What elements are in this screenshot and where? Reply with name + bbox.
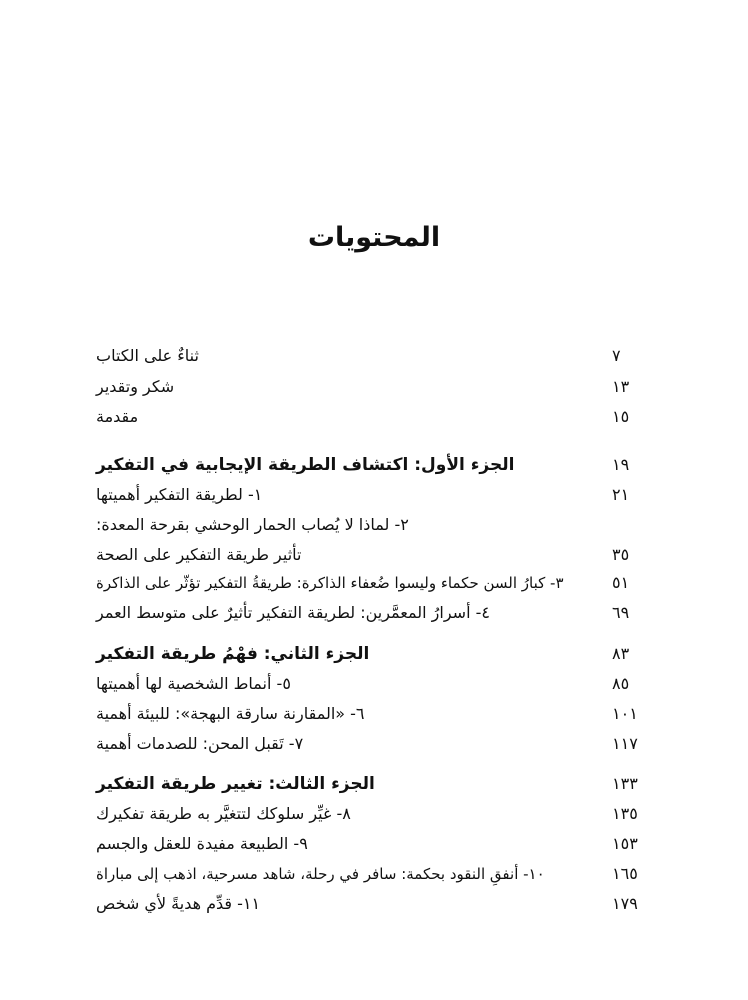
toc-entry-chapter-4[interactable] <box>96 599 642 627</box>
page-title: المحتويات <box>307 222 441 253</box>
toc-entry-label: ٢- لماذا لا يُصاب الحمار الوحشي بقرحة المعدة: <box>96 515 409 534</box>
toc-entry-page: ١٦٥ <box>612 864 638 883</box>
toc-entry-chapter-7[interactable] <box>96 730 642 758</box>
toc-entry-label: ٣- كبارُ السن حكماء وليسوا ضُعفاء الذاكرة: طريقةُ التفكير تؤثّر على الذاكرة <box>96 574 564 592</box>
toc-entry-page: ١٥٣ <box>612 834 638 853</box>
toc-entry-chapter-2-subtitle[interactable] <box>96 541 642 569</box>
toc-entry-label: ٧- تَقبل المحن: للصدمات أهمية <box>96 734 304 753</box>
toc-entry-page: ١٠١ <box>612 704 638 723</box>
toc-entry-label: ٩- الطبيعة مفيدة للعقل والجسم <box>96 834 308 853</box>
toc-entry-label: شكر وتقدير <box>96 377 175 396</box>
toc-part-one[interactable] <box>96 451 642 479</box>
toc-entry-page: ٣٥ <box>612 545 630 564</box>
toc-entry-acknowledgements[interactable] <box>96 373 642 401</box>
toc-entry-label: مقدمة <box>96 407 139 426</box>
toc-entry-chapter-6[interactable] <box>96 700 642 728</box>
toc-entry-chapter-3[interactable] <box>96 569 642 597</box>
toc-entry-label: ٤- أسرارُ المعمَّرين: لطريقة التفكير تأثيرٌ على متوسط العمر <box>96 603 490 622</box>
toc-part-three[interactable] <box>96 770 642 798</box>
toc-part-two[interactable] <box>96 640 642 668</box>
toc-entry-label: ٨- غيِّر سلوكك لتتغيَّر به طريقة تفكيرك <box>96 804 351 823</box>
toc-entry-page: ١٩ <box>612 455 630 474</box>
toc-entry-page: ٧ <box>612 346 621 365</box>
toc-entry-page: ٨٣ <box>612 644 630 663</box>
toc-part-label: الجزء الثاني: فهْمُ طريقة التفكير <box>96 644 370 664</box>
toc-part-label: الجزء الأول: اكتشاف الطريقة الإيجابية في التفكير <box>96 455 515 475</box>
toc-entry-chapter-11[interactable] <box>96 890 642 918</box>
toc-entry-page: ٢١ <box>612 485 630 504</box>
toc-entry-page: ١١٧ <box>612 734 638 753</box>
toc-entry-chapter-2[interactable] <box>96 511 642 539</box>
toc-entry-label: ١٠- أنفقِ النقود بحكمة: سافر في رحلة، شاهد مسرحية، اذهب إلى مباراة <box>96 865 545 883</box>
toc-entry-chapter-8[interactable] <box>96 800 642 828</box>
toc-entry-page: ٥١ <box>612 573 630 592</box>
toc-entry-label: ١- لطريقة التفكير أهميتها <box>96 485 263 504</box>
toc-entry-praise[interactable] <box>96 342 642 370</box>
toc-entry-page: ١٣٥ <box>612 804 638 823</box>
toc-entry-label: ثناءٌ على الكتاب <box>96 346 199 365</box>
toc-entry-label: ١١- قدِّم هديةً لأي شخص <box>96 894 261 913</box>
toc-entry-page: ١٥ <box>612 407 630 426</box>
toc-entry-introduction[interactable] <box>96 403 642 431</box>
toc-entry-chapter-9[interactable] <box>96 830 642 858</box>
toc-entry-chapter-10[interactable] <box>96 860 642 888</box>
toc-entry-page: ٦٩ <box>612 603 630 622</box>
toc-entry-chapter-5[interactable] <box>96 670 642 698</box>
toc-entry-chapter-1[interactable] <box>96 481 642 509</box>
toc-part-label: الجزء الثالث: تغيير طريقة التفكير <box>96 774 375 794</box>
toc-entry-label: تأثير طريقة التفكير على الصحة <box>96 545 302 564</box>
toc-entry-page: ٨٥ <box>612 674 630 693</box>
toc-entry-page: ١٧٩ <box>612 894 638 913</box>
toc-entry-page: ١٣٣ <box>612 774 638 793</box>
toc-entry-page: ١٣ <box>612 377 630 396</box>
toc-entry-label: ٥- أنماط الشخصية لها أهميتها <box>96 674 291 693</box>
toc-entry-label: ٦- «المقارنة سارقة البهجة»: للبيئة أهمية <box>96 704 365 723</box>
